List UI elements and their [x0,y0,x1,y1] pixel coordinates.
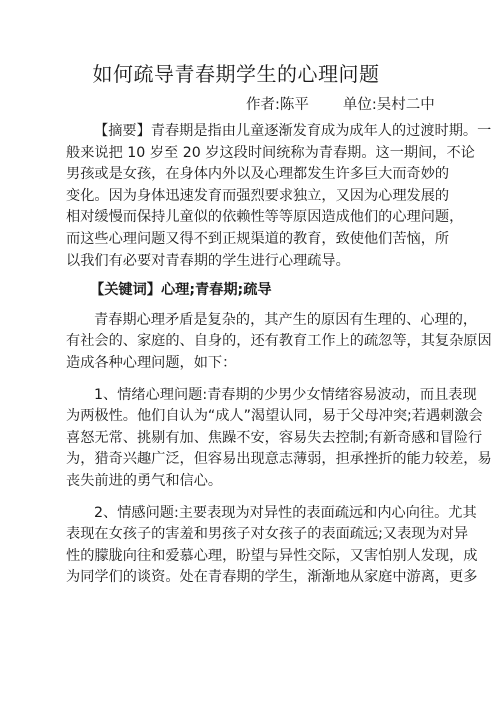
section1-line: 丧失前进的勇气和信心。 [66,472,223,489]
section1-line: 为两极性。他们自认为“成人”渴望认同，易于父母冲突;若遇刺激会 [66,408,483,425]
abstract-line: 【摘要】青春期是指由儿童逐渐发育成为成年人的过渡时期。一 [94,123,492,139]
section1-line: 为，猎奇兴趣广泛，但容易出现意志薄弱，担承挫折的能力较差，易 [66,451,492,468]
section2-line: 表现在女孩子的害羞和男孩子对女孩子的表面疏远;又表现为对异 [66,526,469,543]
unit-text: 单位:吴村二中 [342,97,435,113]
section2-line: 为同学们的谈资。处在青春期的学生，渐渐地从家庭中游离，更多 [66,569,478,586]
section1-paragraph [66,385,492,493]
abstract-line: 男孩或是女孩，在身体内外以及心理都发生许多巨大而奇妙的 [66,166,450,183]
byline [246,93,435,114]
author-text: 作者:陈平 [246,97,309,113]
abstract-line: 而这些心理问题又得不到正规渠道的教育，致使他们苦恼，所 [66,230,450,247]
abstract-line: 相对缓慢而保持儿童似的依赖性等等原因造成他们的心理问题， [66,209,464,226]
abstract-line: 般来说把 10 岁至 20 岁这段时间统称为青春期。这一期间，不论 [66,144,475,161]
abstract-paragraph [66,121,492,272]
document-body [66,121,492,589]
section2-line: 性的朦胧向往和爱慕心理，盼望与异性交际，又害怕别人发现，成 [66,547,478,564]
document-title: 如何疏导青春期学生的心理问题 [92,62,380,86]
section1-line: 1、情绪心理问题:青春期的少男少女情绪容易波动，而且表现 [94,386,477,403]
abstract-line: 变化。因为身体迅速发育而强烈要求独立，又因为心理发展的 [66,187,450,204]
keywords-line: 【关键词】心理;青春期;疏导 [90,282,272,299]
abstract-line: 以我们有必要对青春期的学生进行心理疏导。 [66,252,350,269]
intro-line: 青春期心理矛盾是复杂的，其产生的原因有生理的、心理的， [94,311,478,328]
intro-line: 造成各种心理问题，如下： [66,354,237,371]
section1-line: 喜怒无常、挑剔有加、焦躁不安，容易失去控制;有新奇感和冒险行 [66,429,483,446]
intro-paragraph [66,310,492,375]
section2-paragraph [66,503,478,589]
section2-line: 2、情感问题:主要表现为对异性的表面疏远和内心向往。尤其 [94,504,477,521]
intro-line: 有社会的、家庭的、自身的，还有教育工作上的疏忽等，其复杂原因 [66,333,492,350]
